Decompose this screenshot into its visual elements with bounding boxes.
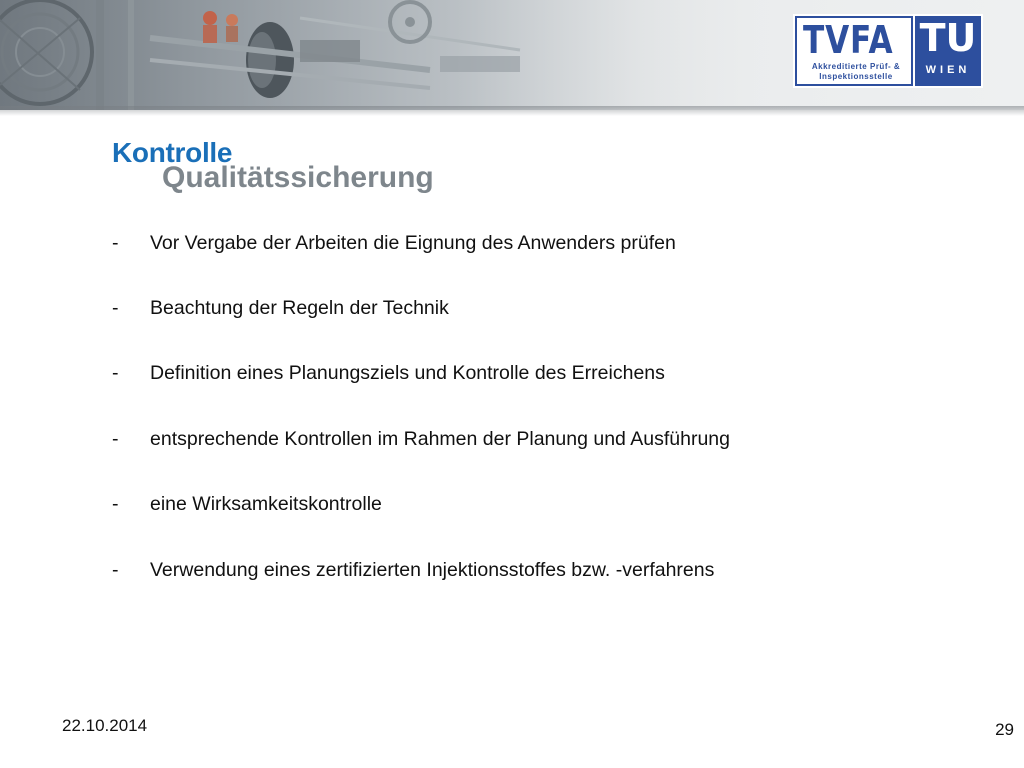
bullet-dash: - — [112, 493, 119, 515]
banner-shadow — [0, 106, 1024, 116]
tu-logo-subtitle: WIEN — [925, 64, 971, 76]
bullet-item — [110, 555, 930, 585]
bullet-item — [110, 293, 930, 323]
bullet-dash: - — [112, 297, 119, 319]
bullet-item — [110, 358, 930, 388]
page-number: 29 — [995, 720, 1014, 739]
bullet-dash: - — [112, 559, 119, 581]
bullet-dash: - — [112, 362, 119, 384]
bullet-item — [110, 424, 930, 454]
bullet-text: Definition eines Planungsziels und Kontrolle des Erreichens — [150, 362, 665, 384]
tvfa-logo-mark: TVFA — [803, 18, 894, 62]
bullet-item — [110, 489, 930, 519]
bullet-item — [110, 228, 930, 258]
bullet-text: entsprechende Kontrollen im Rahmen der Planung und Ausführung — [150, 428, 730, 450]
tvfa-logo — [795, 16, 913, 86]
logo-group — [793, 14, 983, 88]
bullet-text: Verwendung eines zertifizierten Injektionsstoffes bzw. -verfahrens — [150, 559, 715, 581]
bullet-dash: - — [112, 428, 119, 450]
bullet-dash: - — [112, 232, 119, 254]
tu-wien-logo — [915, 16, 981, 86]
banner-photo — [0, 0, 760, 110]
bullet-text: Beachtung der Regeln der Technik — [150, 297, 449, 319]
footer-date: 22.10.2014 — [62, 716, 148, 735]
bullet-text: eine Wirksamkeitskontrolle — [150, 493, 382, 515]
slide-title: Kontrolle — [112, 137, 233, 168]
header-banner — [0, 0, 1024, 110]
tu-logo-mark: TU — [919, 16, 977, 60]
slide-subtitle: Qualitätssicherung — [162, 161, 434, 194]
bullet-text: Vor Vergabe der Arbeiten die Eignung des Anwenders prüfen — [150, 232, 676, 254]
tvfa-logo-subtitle: Akkreditierte Prüf- & Inspektionsstelle — [811, 62, 901, 81]
